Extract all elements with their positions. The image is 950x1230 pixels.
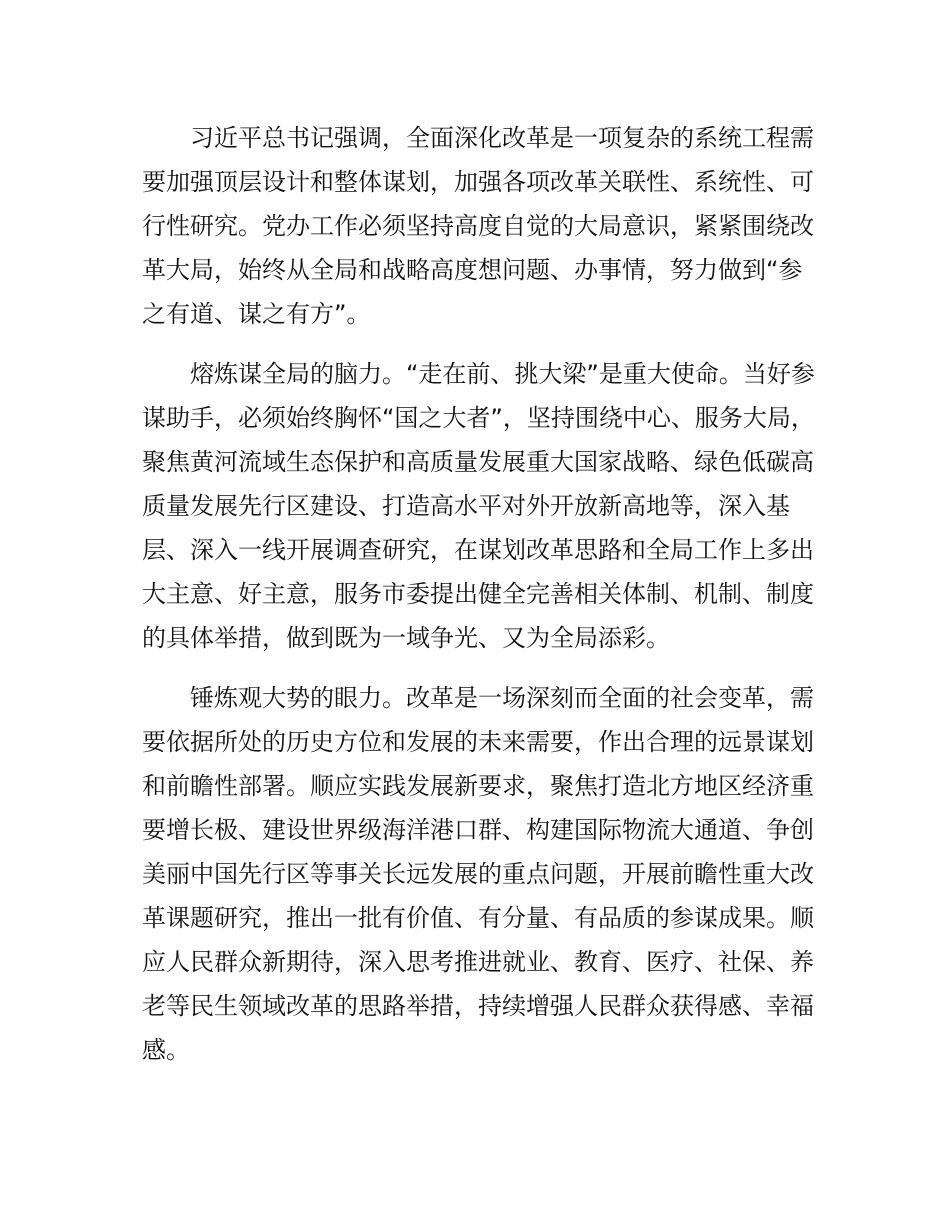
- paragraph-big-picture: 锤炼观大势的眼力。改革是一场深刻而全面的社会变革，需要依据所处的历史方位和发展的未来需要，作出合理的远景谋划和前瞻性部署。顺应实践发展新要求，聚焦打造北方地区经济重要增长极、建设世界级海洋港口群、构建国际物流大通道、争创美丽中国先行区等事关长远发展的重点问题，开展前瞻性重大改革课题研究，推出一批有价值、有分量、有品质的参谋成果。顺应人民群众新期待，深入思考推进就业、教育、医疗、社保、养老等民生领域改革的思路举措，持续增强人民群众获得感、幸福感。: [142, 684, 814, 1064]
- document-body: [142, 116, 818, 1072]
- paragraph-intro: 习近平总书记强调，全面深化改革是一项复杂的系统工程需要加强顶层设计和整体谋划，加强各项改革关联性、系统性、可行性研究。党办工作必须坚持高度自觉的大局意识，紧紧围绕改革大局，始终从全局和战略高度想问题、办事情，努力做到“参之有道、谋之有方”。: [142, 124, 814, 328]
- paragraph-overall-planning: 熔炼谋全局的脑力。“走在前、挑大梁”是重大使命。当好参谋助手，必须始终胸怀“国之大者”，坚持围绕中心、服务大局，聚焦黄河流域生态保护和高质量发展重大国家战略、绿色低碳高质量发展先行区建设、打造高水平对外开放新高地等，深入基层、深入一线开展调查研究，在谋划改革思路和全局工作上多出大主意、好主意，服务市委提出健全完善相关体制、机制、制度的具体举措，做到既为一域争光、又为全局添彩。: [142, 360, 815, 652]
